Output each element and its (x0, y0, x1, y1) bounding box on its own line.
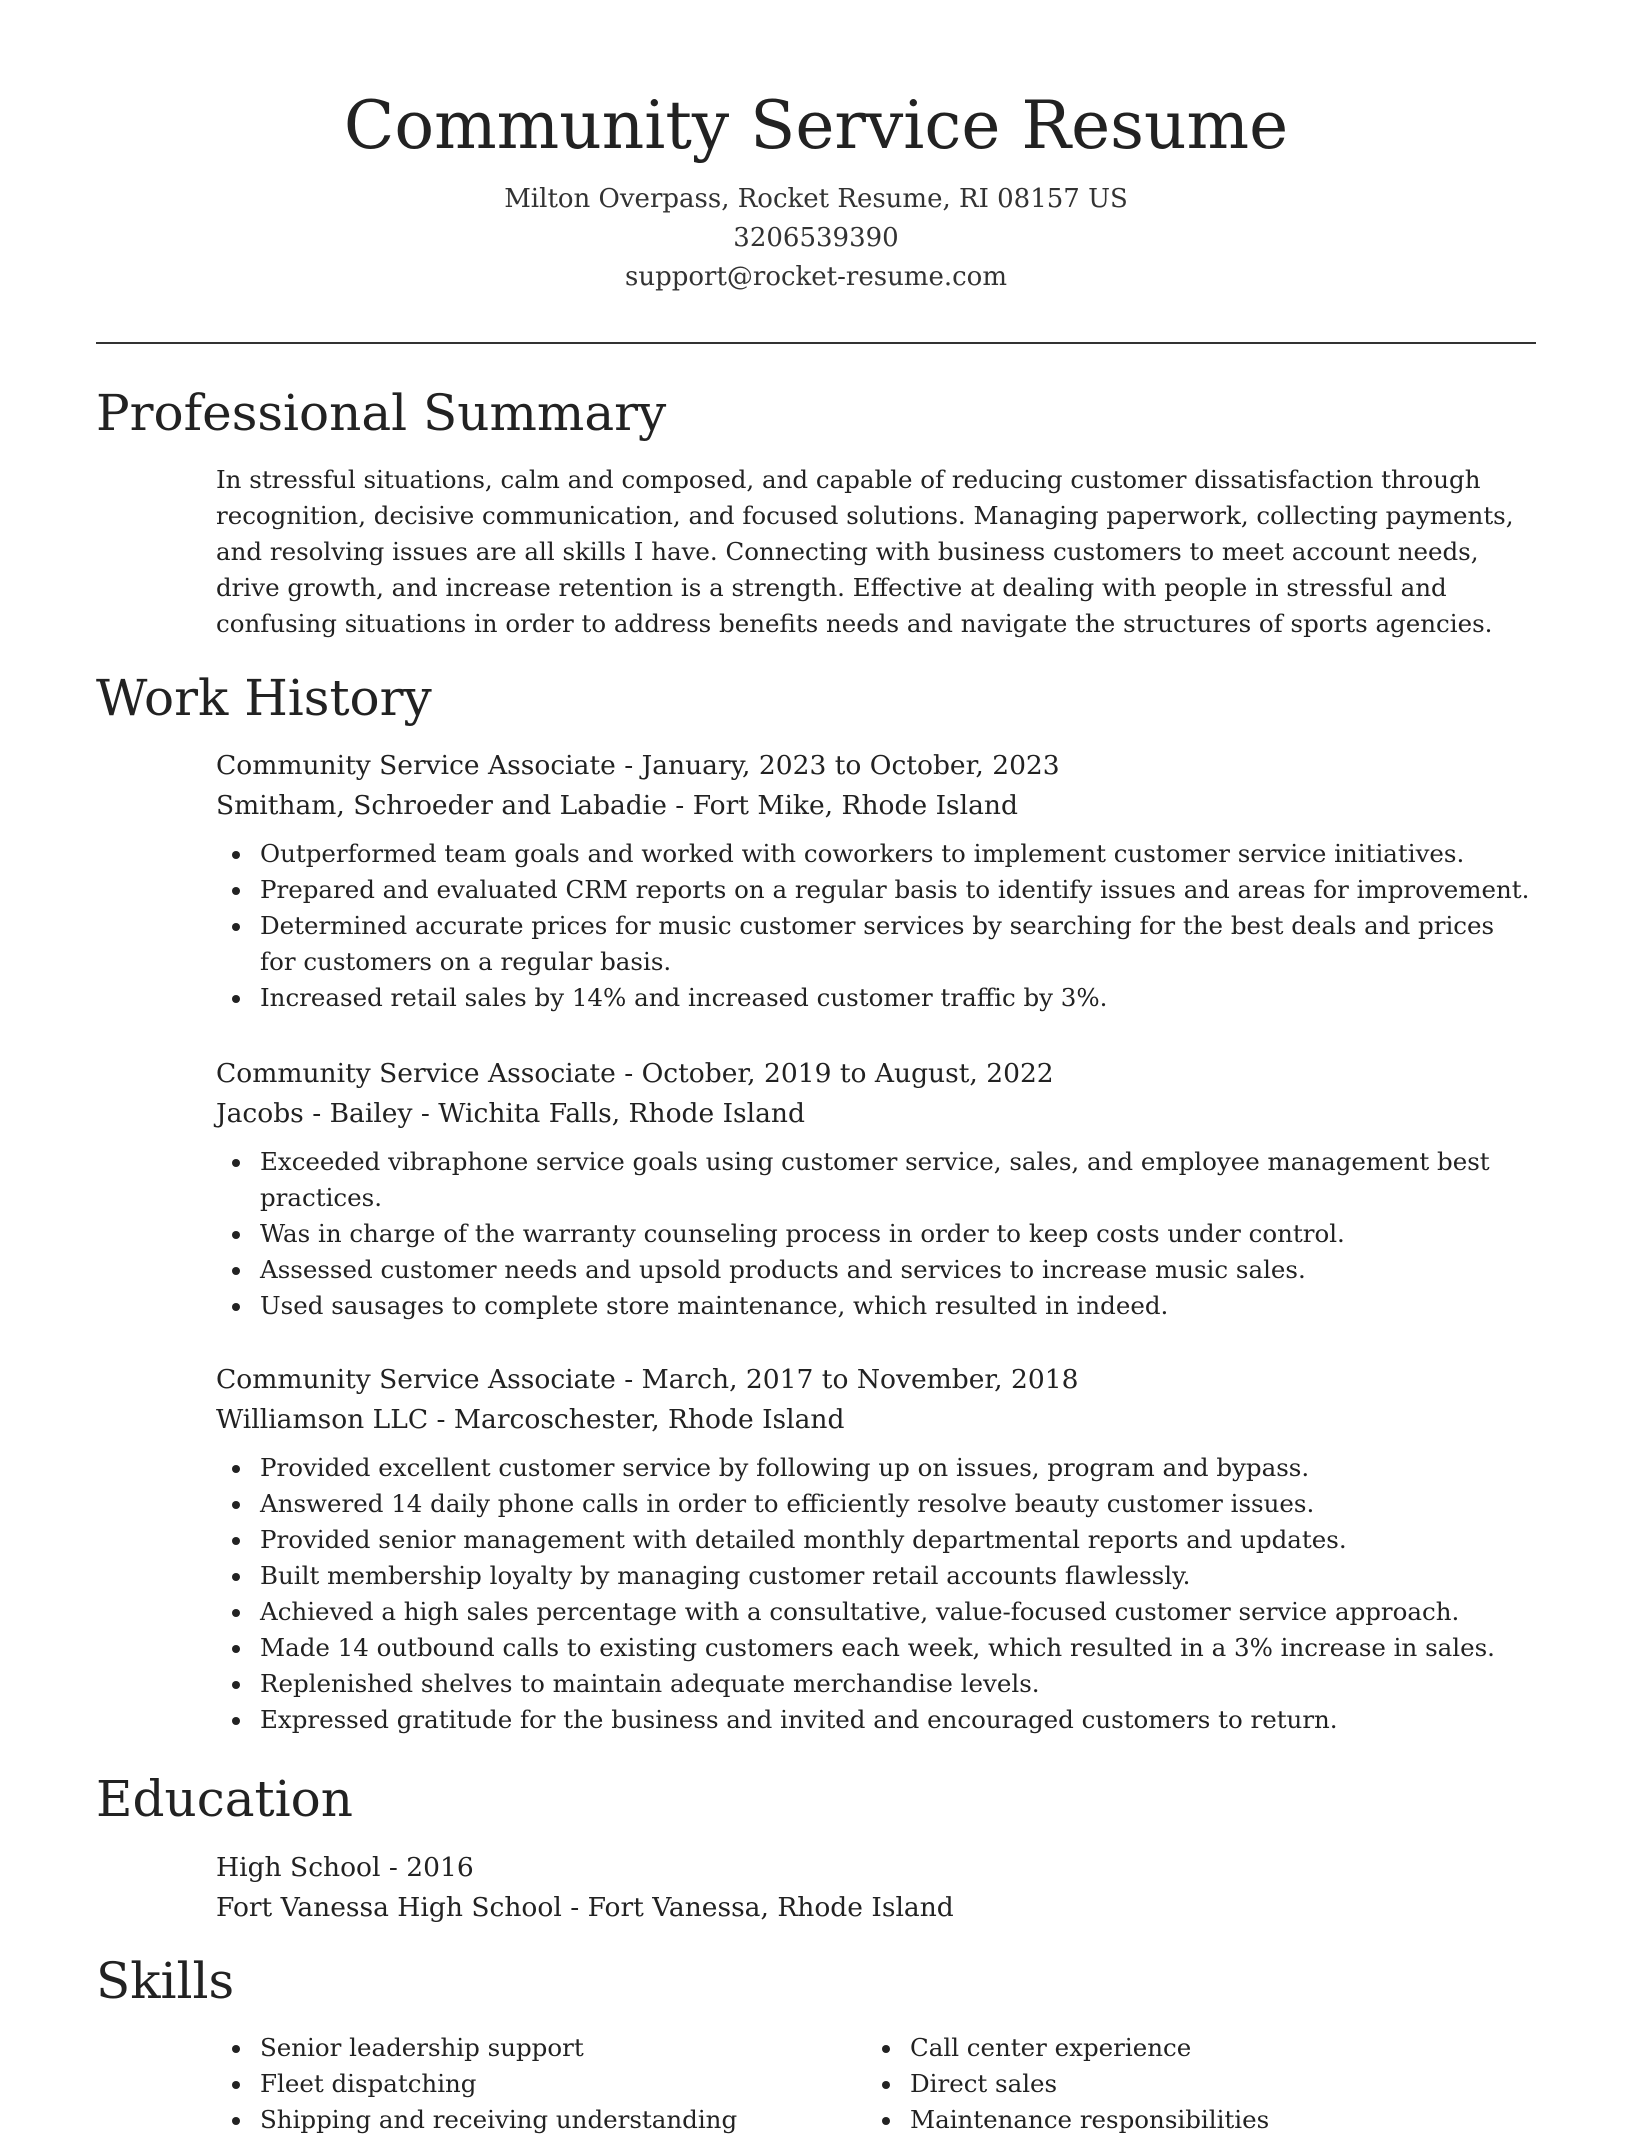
job-bullet: Expressed gratitude for the business and invited and encouraged customers to return. (260, 1702, 1536, 1738)
job-bullet: Prepared and evaluated CRM reports on a regular basis to identify issues and areas for improvement. (260, 872, 1536, 908)
job-bullet: Exceeded vibraphone service goals using customer service, sales, and employee management best practices. (260, 1144, 1536, 1216)
skills-column-right (866, 2030, 1516, 2138)
job-bullet: Achieved a high sales percentage with a consultative, value-focused customer service approach. (260, 1594, 1536, 1630)
job-company-line: Jacobs - Bailey - Wichita Falls, Rhode Island (216, 1098, 805, 1129)
skills-columns (216, 2030, 1536, 2138)
skill-item: Shipping and receiving understanding (260, 2102, 866, 2138)
education-heading: Education (96, 1770, 353, 1828)
job-bullet: Was in charge of the warranty counseling process in order to keep costs under control. (260, 1216, 1536, 1252)
skills-section (216, 2030, 1536, 2138)
job-bullet: Outperformed team goals and worked with coworkers to implement customer service initiatives. (260, 836, 1536, 872)
summary-text: In stressful situations, calm and composed, and capable of reducing customer dissatisfaction through recognition, decisive communication, and focused solutions. Managing paperwork, collecting payments, and resolving issues are all skills I have. Connecting with business customers to meet account needs, drive growth, and increase retention is a strength. Effective at dealing with people in stressful and confusing situations in order to address benefits needs and navigate the structures of sports agencies. (216, 465, 1514, 638)
job-bullet: Provided senior management with detailed monthly departmental reports and updates. (260, 1522, 1536, 1558)
header-divider (96, 342, 1536, 344)
job-bullet: Built membership loyalty by managing customer retail accounts flawlessly. (260, 1558, 1536, 1594)
job-bullets (216, 1144, 1536, 1324)
job-company-line: Williamson LLC - Marcoschester, Rhode Island (216, 1404, 845, 1435)
job-title-line: Community Service Associate - March, 2017 to November, 2018 (216, 1364, 1079, 1395)
education-school-line: Fort Vanessa High School - Fort Vanessa, Rhode Island (216, 1892, 954, 1923)
resume-title: Community Service Resume (343, 87, 1289, 164)
skill-item: Senior leadership support (260, 2030, 866, 2066)
job-company-line: Smitham, Schroeder and Labadie - Fort Mike, Rhode Island (216, 790, 1018, 821)
skill-item: Call center experience (910, 2030, 1516, 2066)
skills-list (866, 2030, 1516, 2138)
resume-header (0, 0, 1632, 297)
job-bullets (216, 836, 1536, 1016)
job-title-line: Community Service Associate - January, 2023 to October, 2023 (216, 750, 1060, 781)
summary-section (216, 462, 1536, 642)
skills-heading: Skills (96, 1952, 235, 2010)
skill-item: Maintenance responsibilities (910, 2102, 1516, 2138)
job-bullet: Provided excellent customer service by following up on issues, program and bypass. (260, 1450, 1536, 1486)
job-bullet: Answered 14 daily phone calls in order to efficiently resolve beauty customer issues. (260, 1486, 1536, 1522)
job-entry (216, 746, 1536, 1016)
job-title-line: Community Service Associate - October, 2019 to August, 2022 (216, 1058, 1054, 1089)
job-entry (216, 1360, 1536, 1738)
contact-phone: 3206539390 (733, 223, 899, 253)
job-bullet: Replenished shelves to maintain adequate merchandise levels. (260, 1666, 1536, 1702)
education-degree-line: High School - 2016 (216, 1852, 474, 1883)
job-bullet: Used sausages to complete store maintenance, which resulted in indeed. (260, 1288, 1536, 1324)
skill-item: Direct sales (910, 2066, 1516, 2102)
skill-item: Fleet dispatching (260, 2066, 866, 2102)
job-bullet: Increased retail sales by 14% and increased customer traffic by 3%. (260, 980, 1536, 1016)
job-bullet: Determined accurate prices for music customer services by searching for the best deals and prices for customers on a regular basis. (260, 908, 1536, 980)
summary-heading: Professional Summary (96, 384, 667, 442)
job-bullet: Assessed customer needs and upsold products and services to increase music sales. (260, 1252, 1536, 1288)
education-entry (216, 1848, 1536, 1928)
job-entry (216, 1054, 1536, 1324)
job-bullet: Made 14 outbound calls to existing customers each week, which resulted in a 3% increase in sales. (260, 1630, 1536, 1666)
skills-column-left (216, 2030, 866, 2138)
skills-list (216, 2030, 866, 2138)
work-history-heading: Work History (96, 669, 432, 727)
contact-address: Milton Overpass, Rocket Resume, RI 08157 US (504, 184, 1128, 214)
contact-email: support@rocket-resume.com (624, 262, 1007, 292)
job-bullets (216, 1450, 1536, 1738)
